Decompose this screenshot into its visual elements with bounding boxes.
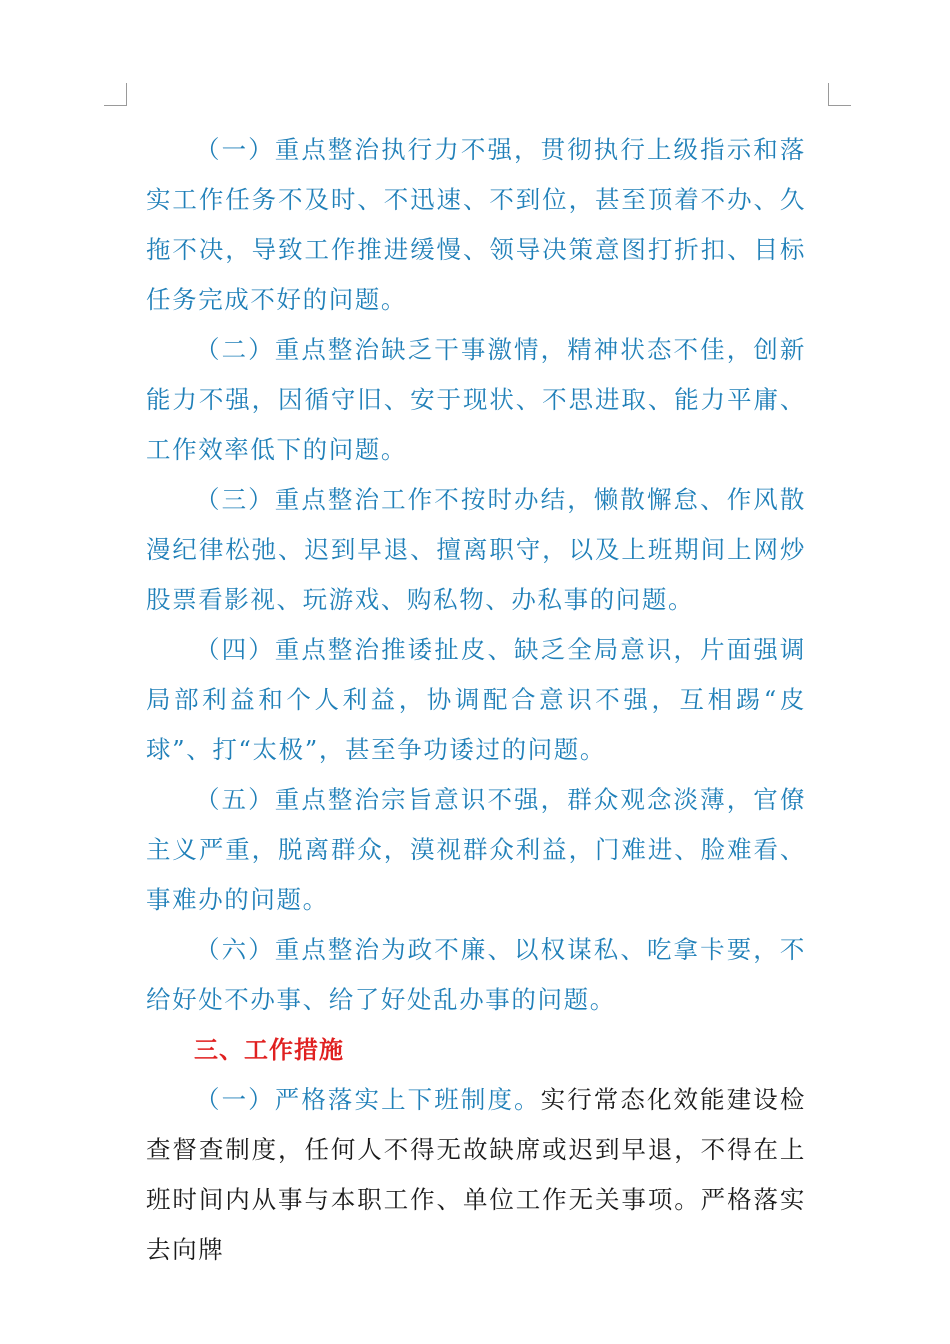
measure-body: 实行常态化效能建设检查督查制度，任何人不得无故缺席或迟到早退，不得在上班时间内从事与本职工作、单位工作无关事项。严格落实去向牌 (146, 1085, 806, 1264)
crop-mark-top-right (828, 83, 851, 106)
paragraph-item-5: （五）重点整治宗旨意识不强，群众观念淡薄，官僚主义严重，脱离群众，漠视群众利益，门难进、脸难看、事难办的问题。 (146, 785, 806, 914)
paragraph-item-6: （六）重点整治为政不廉、以权谋私、吃拿卡要，不给好处不办事、给了好处乱办事的问题。 (146, 935, 806, 1014)
paragraph-item-1: （一）重点整治执行力不强，贯彻执行上级指示和落实工作任务不及时、不迅速、不到位，甚至顶着不办、久拖不决，导致工作推进缓慢、领导决策意图打折扣、目标任务完成不好的问题。 (146, 135, 806, 314)
section-heading: 三、工作措施 (194, 1036, 344, 1064)
document-body (146, 125, 806, 1275)
crop-mark-top-left (104, 83, 127, 106)
measure-paragraph-1 (146, 1075, 806, 1275)
paragraph-item-3: （三）重点整治工作不按时办结，懒散懈怠、作风散漫纪律松弛、迟到早退、擅离职守，以及上班期间上网炒股票看影视、玩游戏、购私物、办私事的问题。 (146, 485, 806, 614)
measure-lead: （一）严格落实上下班制度。 (195, 1085, 541, 1114)
paragraph-item-2: （二）重点整治缺乏干事激情，精神状态不佳，创新能力不强，因循守旧、安于现状、不思进取、能力平庸、工作效率低下的问题。 (146, 335, 806, 464)
paragraph-item-4: （四）重点整治推诿扯皮、缺乏全局意识，片面强调局部利益和个人利益，协调配合意识不强，互相踢“皮球”、打“太极”，甚至争功诿过的问题。 (146, 635, 806, 764)
